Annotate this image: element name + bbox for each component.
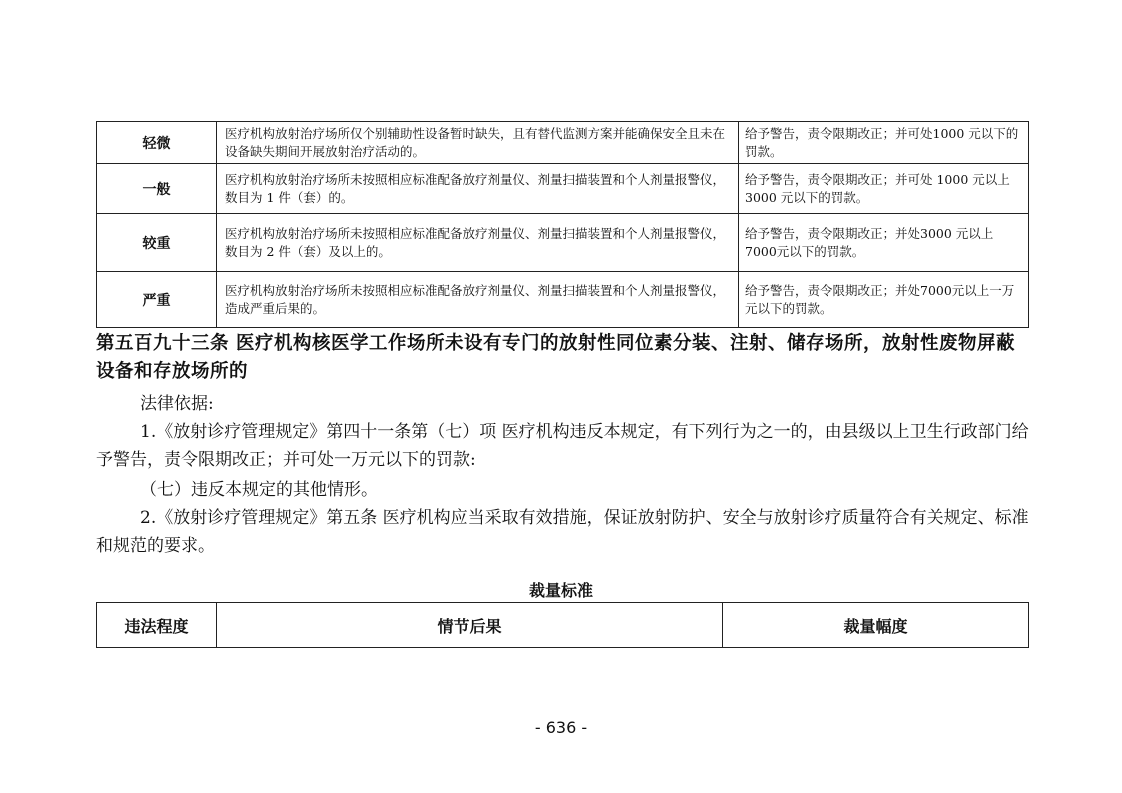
legal-basis-item-1-sub: （七）违反本规定的其他情形。 xyxy=(140,480,378,500)
header-violation-degree: 违法程度 xyxy=(97,603,217,648)
penalty-cell: 给予警告，责令限期改正；并可处 1000 元以上 3000 元以下的罚款。 xyxy=(739,164,1029,214)
penalty-cell: 给予警告，责令限期改正；并处7000元以上一万元以下的罚款。 xyxy=(739,272,1029,328)
level-cell: 轻微 xyxy=(97,122,217,164)
level-cell: 严重 xyxy=(97,272,217,328)
penalty-table-continued xyxy=(96,121,1029,328)
legal-basis-item-2: 2.《放射诊疗管理规定》第五条 医疗机构应当采取有效措施，保证放射防护、安全与放射诊疗质量符合有关规定、标准和规范的要求。 xyxy=(96,508,1029,556)
penalty-cell: 给予警告，责令限期改正；并可处1000 元以下的罚款。 xyxy=(739,122,1029,164)
table-row xyxy=(97,272,1029,328)
penalty-table-header xyxy=(96,602,1029,648)
circumstance-cell: 医疗机构放射治疗场所未按照相应标准配备放疗剂量仪、剂量扫描装置和个人剂量报警仪，数目为 2 件（套）及以上的。 xyxy=(217,214,739,272)
circumstance-cell: 医疗机构放射治疗场所仅个别辅助性设备暂时缺失，且有替代监测方案并能确保安全且未在设备缺失期间开展放射治疗活动的。 xyxy=(217,122,739,164)
table-header-row xyxy=(97,603,1029,648)
table-row xyxy=(97,214,1029,272)
circumstance-cell: 医疗机构放射治疗场所未按照相应标准配备放疗剂量仪、剂量扫描装置和个人剂量报警仪，造成严重后果的。 xyxy=(217,272,739,328)
page-number: - 636 - xyxy=(534,718,588,737)
legal-basis-item-1: 1.《放射诊疗管理规定》第四十一条第（七）项 医疗机构违反本规定，有下列行为之一的，由县级以上卫生行政部门给予警告，责令限期改正；并可处一万元以下的罚款: xyxy=(96,422,1029,470)
level-cell: 较重 xyxy=(97,214,217,272)
header-circumstance: 情节后果 xyxy=(217,603,723,648)
circumstance-cell: 医疗机构放射治疗场所未按照相应标准配备放疗剂量仪、剂量扫描装置和个人剂量报警仪，数目为 1 件（套）的。 xyxy=(217,164,739,214)
standard-title: 裁量标准 xyxy=(528,581,593,600)
header-penalty-range: 裁量幅度 xyxy=(723,603,1029,648)
penalty-cell: 给予警告，责令限期改正；并处3000 元以上 7000元以下的罚款。 xyxy=(739,214,1029,272)
legal-basis-label: 法律依据: xyxy=(140,394,214,414)
table-row xyxy=(97,122,1029,164)
article-title: 第五百九十三条 医疗机构核医学工作场所未设有专门的放射性同位素分装、注射、储存场所，放射性废物屏蔽设备和存放场所的 xyxy=(96,333,1015,382)
level-cell: 一般 xyxy=(97,164,217,214)
table-row xyxy=(97,164,1029,214)
